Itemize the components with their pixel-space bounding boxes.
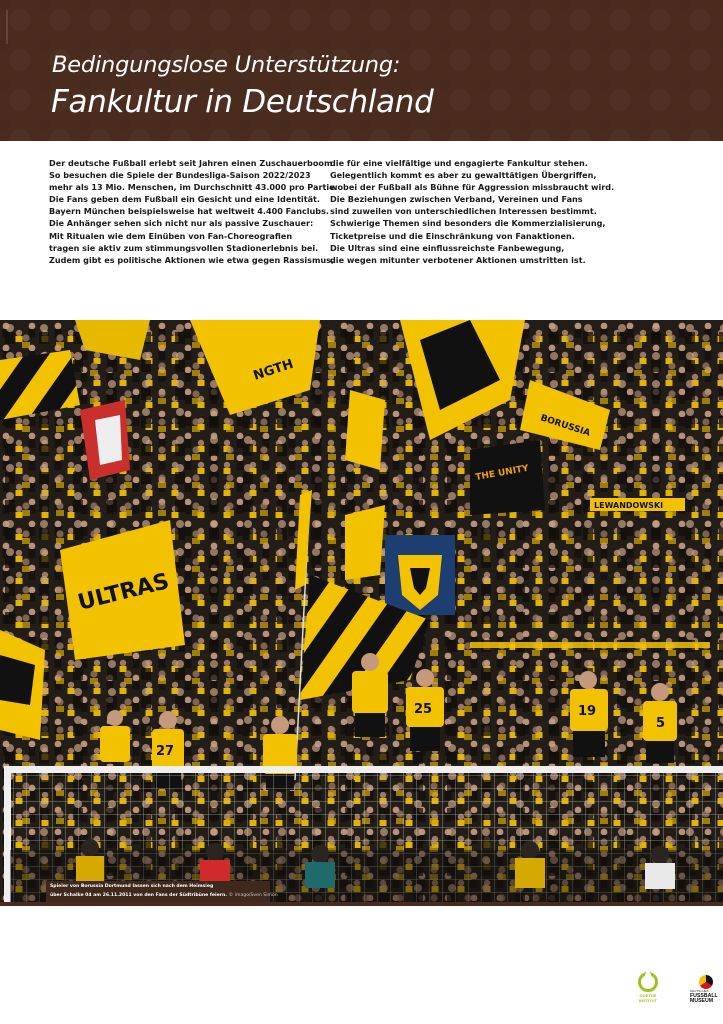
jersey-5: 5	[656, 716, 666, 731]
body-line: tragen sie aktiv zum stimmungsvollen Stadionerlebnis bei.	[49, 242, 319, 253]
body-line: wobei der Fußball als Bühne für Aggression missbraucht wird.	[330, 182, 615, 193]
fan-photo	[0, 320, 723, 902]
flag-text-ultras: ULTRAS	[75, 569, 172, 616]
body-line: So besuchen die Spiele der Bundesliga-Saison 2022/2023	[49, 170, 311, 181]
body-line: die für eine vielfältige und engagierte Fankultur stehen.	[330, 158, 588, 168]
body-line: die wegen mitunter verbotener Aktionen umstritten ist.	[330, 254, 586, 265]
svg-text:BORUSSIA: BORUSSIA	[539, 413, 592, 439]
museum-logo-line-3: MUSEUM	[690, 998, 714, 1005]
body-line: Mit Ritualen wie dem Einüben von Fan-Choreografien	[49, 230, 293, 241]
fan-photo-illustration	[0, 320, 723, 902]
goethe-logo-line-1: GOETHE	[639, 993, 657, 998]
page-subtitle: Bedingungslose Unterstützung:	[52, 52, 401, 78]
body-line: sind zuweilen von unterschiedlichen Interessen bestimmt.	[330, 206, 597, 217]
museum-logo-line-2: FUSSBALL	[690, 992, 718, 999]
body-line: Ticketpreise und die Einschränkung von Fanaktionen.	[330, 230, 575, 241]
body-text-right-column	[330, 157, 615, 266]
banner-lewandowski	[590, 498, 685, 511]
flag-text-the-unity: THE UNITY	[474, 463, 530, 483]
caption-line-1: Spieler von Borussia Dortmund lassen sich nach dem Heimsieg	[50, 884, 214, 889]
scarf-row	[470, 642, 710, 648]
header-banner	[0, 0, 723, 141]
goethe-logo-text	[636, 994, 660, 1003]
jersey-25: 25	[414, 702, 433, 717]
flag-the-unity	[470, 440, 545, 515]
body-line: Die Fans geben dem Fußball ein Gesicht und eine Identität.	[49, 194, 320, 205]
caption-line-2	[50, 892, 280, 901]
body-line: Der deutsche Fußball erlebt seit Jahren einen Zuschauerboom.	[49, 158, 336, 168]
body-line: Die Ultras sind eine einflussreichste Fanbewegung,	[330, 242, 565, 253]
flag-eagle	[385, 535, 455, 615]
svg-text:NGTH: NGTH	[251, 356, 296, 384]
jersey-27: 27	[156, 744, 175, 759]
flag-mid-yellow	[345, 505, 385, 580]
caption-line-2-text: über Schalke 04 am 26.11.2011 von den Fans der Südtribüne feiern.	[50, 892, 227, 898]
side-mark	[6, 10, 8, 44]
body-line: Zudem gibt es politische Aktionen wie etwa gegen Rassismus,	[49, 254, 335, 265]
body-line: mehr als 13 Mio. Menschen, im Durchschnitt 43.000 pro Partie.	[49, 182, 338, 193]
body-line: Gelegentlich kommt es aber zu gewalttätigen Übergriffen,	[330, 170, 597, 181]
photo-credit: © imago/Sven Simon	[228, 892, 278, 898]
goethe-ring-gap	[645, 972, 651, 978]
goethe-institut-logo	[636, 972, 660, 1006]
football-icon	[699, 975, 713, 989]
fussball-museum-logo	[690, 975, 720, 1007]
flag-upper-mid	[345, 390, 385, 470]
body-line: Die Anhänger sehen sich nicht nur als passive Zuschauer:	[49, 218, 314, 229]
banner-text-lewandowski: LEWANDOWSKI	[594, 501, 664, 510]
goethe-logo-line-2: INSTITUT	[639, 997, 657, 1003]
photo-caption	[50, 883, 280, 900]
body-line: Bayern München beispielsweise hat weltweit 4.400 Fanclubs.	[49, 206, 329, 217]
jersey-19: 19	[578, 704, 597, 719]
body-line: Die Beziehungen zwischen Verband, Vereinen und Fans	[330, 194, 583, 205]
body-text-left-column	[49, 157, 338, 266]
footer-stripe	[0, 902, 723, 906]
museum-logo-line-1: DEUTSCHES	[690, 989, 709, 993]
body-line: Schwierige Themen sind besonders die Kommerzialisierung,	[330, 218, 606, 229]
page-title: Fankultur in Deutschland	[51, 84, 434, 120]
